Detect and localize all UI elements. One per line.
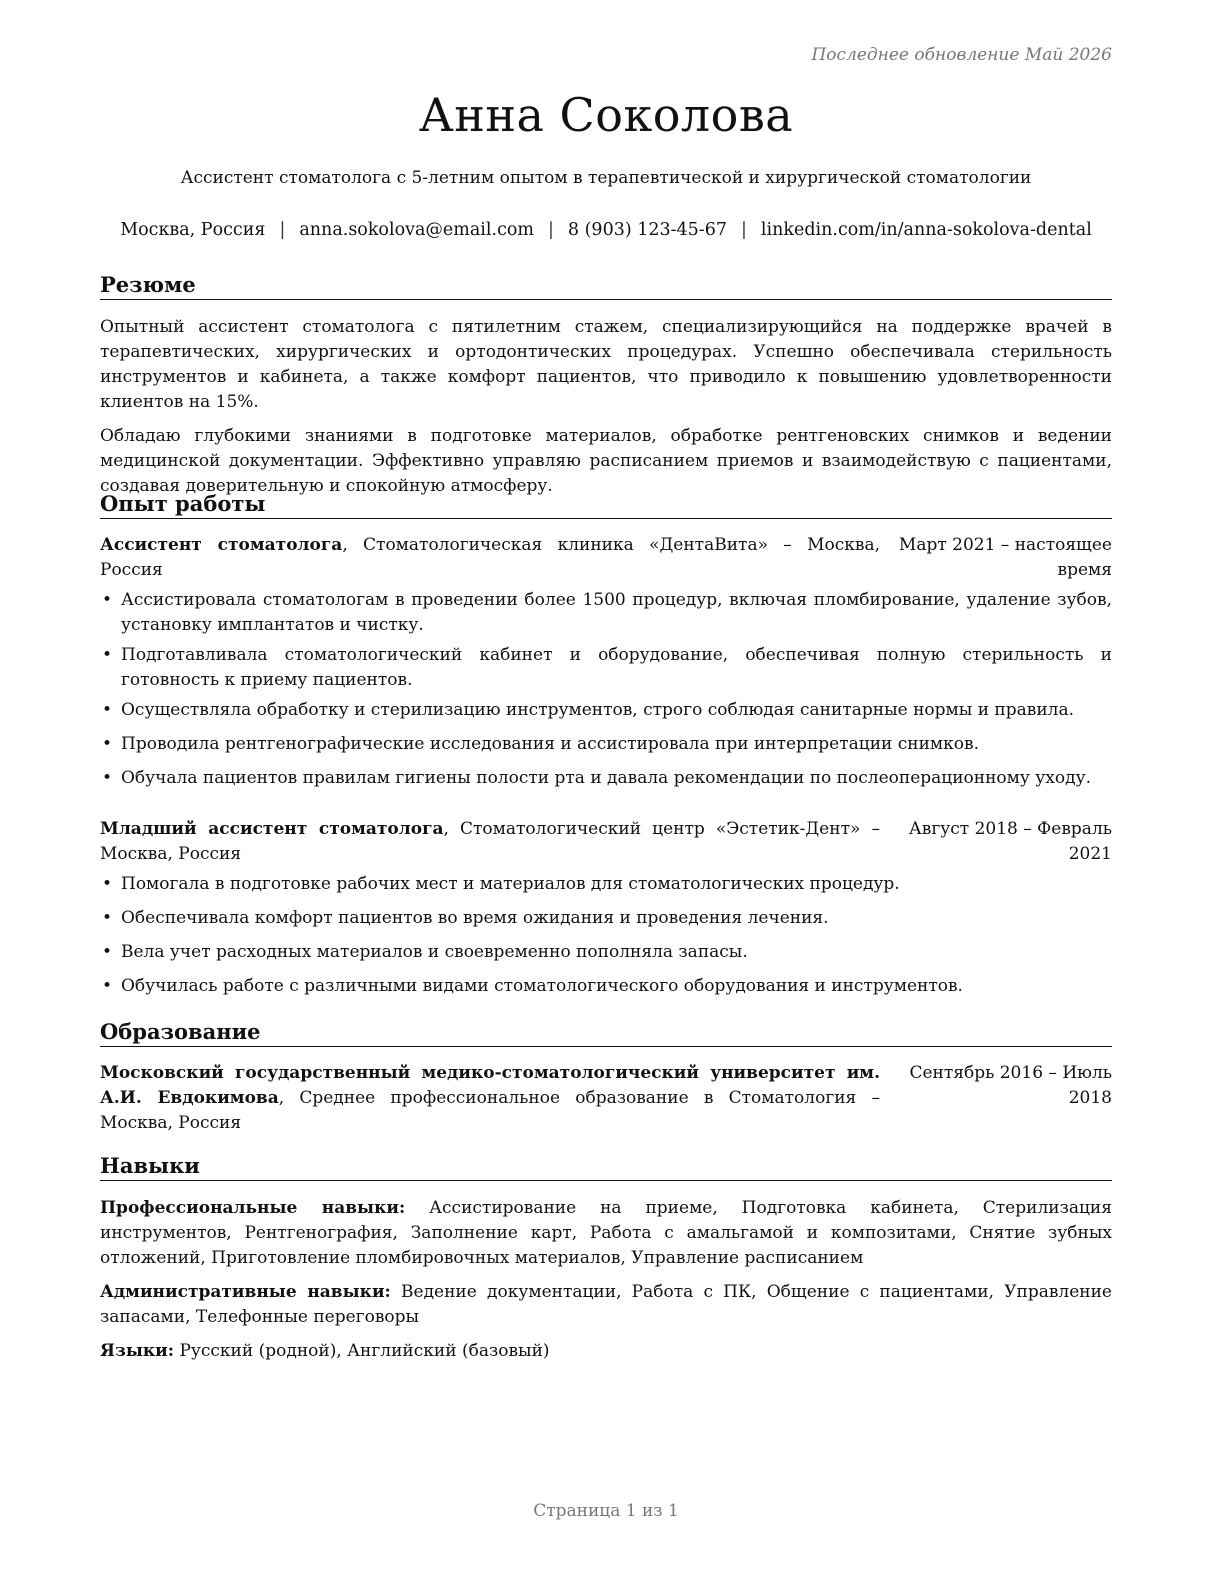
job-header xyxy=(100,533,1112,583)
summary-section xyxy=(100,315,1112,499)
education-details: , Среднее профессиональное образование в Стоматология – Москва, Россия xyxy=(100,1088,880,1133)
contact-email[interactable]: anna.sokolova@email.com xyxy=(299,220,534,240)
job-title-line xyxy=(100,533,880,583)
job-role: Ассистент стоматолога xyxy=(100,535,343,555)
job-company: , Стоматологическая клиника «ДентаВита» – Москва, Россия xyxy=(100,535,881,580)
job-dates-end: 2021 xyxy=(1068,844,1112,864)
contact-separator: | xyxy=(279,220,286,240)
education-dates xyxy=(909,1061,1112,1136)
section-title-education: Образование xyxy=(100,1019,1112,1047)
job-dates xyxy=(899,533,1112,583)
list-item: • Обучала пациентов правилам гигиены полости рта и давала рекомендации по послеоперационному уходу. xyxy=(100,766,1112,791)
skill-group-value: Русский (родной), Английский (базовый) xyxy=(174,1341,550,1361)
job-dates-end: время xyxy=(1057,560,1112,580)
skill-group-value: Ведение документации, Работа с ПК, Общение с пациентами, Управление запасами, Телефонные переговоры xyxy=(100,1282,1112,1327)
contact-phone[interactable]: 8 (903) 123-45-67 xyxy=(567,220,727,240)
job-company: , Стоматологический центр «Эстетик-Дент» – Москва, Россия xyxy=(100,819,880,864)
education-header xyxy=(100,1061,1112,1136)
skill-group-admin xyxy=(100,1280,1112,1330)
education-dates-end: 2018 xyxy=(1068,1088,1112,1108)
last-updated: Последнее обновление Май 2026 xyxy=(811,45,1112,65)
job-entry xyxy=(100,533,1112,791)
education-institution: Московский государственный медико-стоматологический университет им. А.И. Евдокимова xyxy=(100,1063,880,1108)
section-title-skills: Навыки xyxy=(100,1153,1112,1181)
job-dates-start: Март 2021 – настоящее xyxy=(898,535,1112,555)
tagline: Ассистент стоматолога с 5-летним опытом в терапевтической и хирургической стоматологии xyxy=(180,168,1032,188)
list-item: • Помогала в подготовке рабочих мест и материалов для стоматологических процедур. xyxy=(100,872,1112,897)
page-number: Страница 1 из 1 xyxy=(533,1501,679,1521)
contact-location: Москва, Россия xyxy=(120,220,266,240)
contact-line xyxy=(100,220,1112,240)
education-entry xyxy=(100,1061,1112,1136)
job-header xyxy=(100,817,1112,867)
job-bullets xyxy=(100,588,1112,791)
section-title-experience: Опыт работы xyxy=(100,491,1112,519)
education-dates-start: Сентябрь 2016 – Июль xyxy=(909,1063,1112,1083)
section-title-summary: Резюме xyxy=(100,272,1112,300)
contact-linkedin[interactable]: linkedin.com/in/anna-sokolova-dental xyxy=(760,220,1092,240)
job-bullets xyxy=(100,872,1112,999)
list-item: • Осуществляла обработку и стерилизацию инструментов, строго соблюдая санитарные нормы и правила. xyxy=(100,698,1112,723)
candidate-name: Анна Соколова xyxy=(418,88,794,142)
list-item: • Ассистировала стоматологам в проведении более 1500 процедур, включая пломбирование, удаление зубов, установку имплантатов и чистку. xyxy=(100,588,1112,638)
skill-group-languages xyxy=(100,1339,1112,1364)
job-dates-start: Август 2018 – Февраль xyxy=(908,819,1112,839)
list-item: • Вела учет расходных материалов и своевременно пополняла запасы. xyxy=(100,940,1112,965)
skill-group-label: Профессиональные навыки: xyxy=(100,1198,406,1218)
summary-paragraph: Обладаю глубокими знаниями в подготовке материалов, обработке рентгеновских снимков и ведении медицинской документации. Эффективно управляю расписанием приемов и взаимодействую с пациентами, создавая доверительную и спокойную атмосферу. xyxy=(100,426,1112,496)
contact-separator: | xyxy=(548,220,554,240)
education-line xyxy=(100,1061,880,1136)
job-role: Младший ассистент стоматолога xyxy=(100,819,444,839)
summary-paragraph: Опытный ассистент стоматолога с пятилетним стажем, специализирующийся на поддержке врачей в терапевтических, хирургических и ортодонтических процедурах. Успешно обеспечивала стерильность инструментов и кабинета, а также комфорт пациентов, что приводило к повышению удовлетворенности клиентов на 15%. xyxy=(100,317,1112,412)
list-item: • Проводила рентгенографические исследования и ассистировала при интерпретации снимков. xyxy=(100,732,1112,757)
list-item: • Подготавливала стоматологический кабинет и оборудование, обеспечивая полную стерильность и готовность к приему пациентов. xyxy=(100,643,1112,693)
skills-section xyxy=(100,1196,1112,1364)
job-entry xyxy=(100,817,1112,999)
job-dates xyxy=(909,817,1112,867)
list-item: • Обучилась работе с различными видами стоматологического оборудования и инструментов. xyxy=(100,974,1112,999)
contact-separator: | xyxy=(741,220,747,240)
skill-group-label: Административные навыки: xyxy=(100,1282,391,1302)
resume-page xyxy=(100,0,1112,1584)
list-item: • Обеспечивала комфорт пациентов во время ожидания и проведения лечения. xyxy=(100,906,1112,931)
skill-group-value: Ассистирование на приеме, Подготовка кабинета, Стерилизация инструментов, Рентгенография, Заполнение карт, Работа с амальгамой и композитами, Снятие зубных отложений, Приготовление пломбировочных материалов, Управление расписанием xyxy=(100,1198,1112,1268)
skill-group-professional xyxy=(100,1196,1112,1271)
job-title-line xyxy=(100,817,880,867)
skill-group-label: Языки: xyxy=(100,1341,175,1361)
